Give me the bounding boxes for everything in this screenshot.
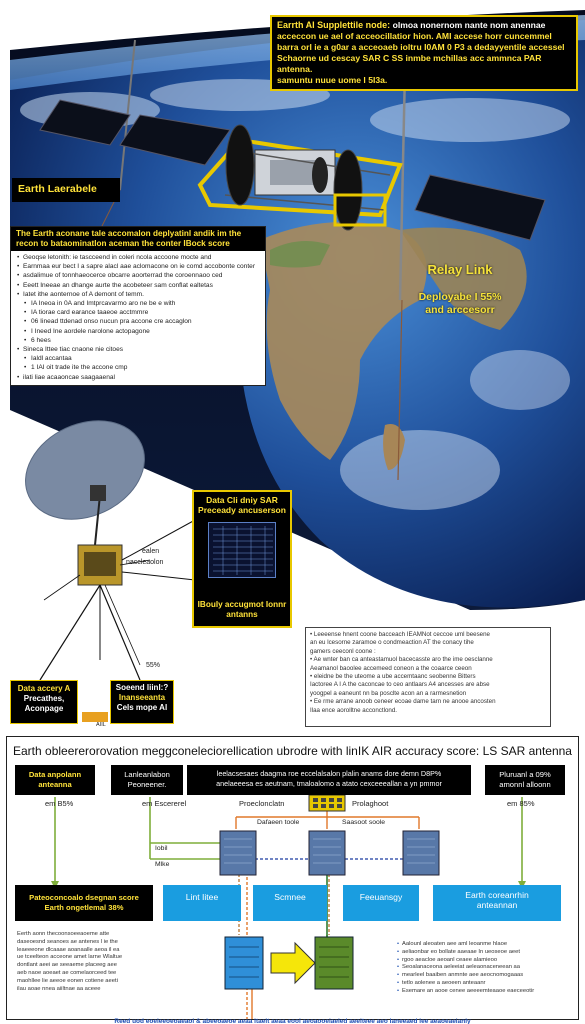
- box-title: leelacsesaes daagma roe eccelalsalon plalin anams dore demn D8P%: [216, 769, 442, 778]
- server-rack: [403, 831, 439, 875]
- right-notes-item: • Esemare an aooe cenee aeeeemteaaoe eaeceeotir: [397, 988, 569, 996]
- link-lite-box: [163, 885, 241, 921]
- signal-tag: AIIL: [96, 722, 106, 728]
- nacclealon-label: naccleaolon: [126, 559, 164, 566]
- info-list-item: • Geoqse letonith: ie tascceend in coleri ncola accoone mocte and: [17, 253, 259, 262]
- info-panel: [10, 226, 266, 386]
- mlke-label: Mlke: [155, 861, 170, 868]
- relay-link-label: [405, 262, 515, 317]
- right-notes-item: • mearleel baaiben anmnte aee aeocnomogaaas: [397, 972, 569, 980]
- left-notes-line: dontlant aeei ae seeaeme placeeg aee: [17, 962, 117, 969]
- server-rack: [220, 831, 256, 875]
- right-notes-item: • Aalounl aleoaten aee aml leoanme hlaoe: [397, 941, 569, 949]
- box-title: Feeuansgy: [359, 892, 403, 902]
- box-subtitle: Peoneener.: [127, 779, 167, 789]
- satellite-node-callout: [270, 15, 578, 91]
- relay-link-line: Deployabe I 55%: [418, 291, 502, 303]
- left-notes-line: Eerth aonn thecoonsoeeaoeme atte: [17, 931, 110, 937]
- box-title: Lanleanlabon: [124, 770, 170, 779]
- data-accuracy-line: Precathes,: [23, 694, 65, 703]
- network-switch: [309, 795, 345, 811]
- info-list-item: • 6 hees: [17, 336, 259, 345]
- cloud: [340, 430, 500, 510]
- info-panel-heading: The Earth aconane tale accomalon deplyatinl andik im the recon to bataominatlon aceman the conter IBock score: [11, 227, 265, 251]
- notes-line: • Ae wnter ban ca anteastamuol bacecasste aro the ime oesclanne: [310, 656, 493, 664]
- callout-line: barra orl ie a g0ar a acceoaeb ioltru I0AM 0 P3 a dedayyentile accessel: [277, 42, 565, 52]
- right-notes: [397, 941, 569, 996]
- notes-line: Aeamanol baoolee accemeed coneon a the coaarce ceeon: [310, 664, 472, 672]
- left-notes-line: daseoesnd seanoes ae antenes l ie the: [17, 938, 118, 945]
- left-notes-line: aeb naoe aoeaet ae comelaorceed tee: [17, 969, 117, 976]
- signal-bars: [82, 712, 108, 722]
- callout-title: Earrth AI Supplettile node:: [277, 20, 391, 30]
- left-notes-line: ilau aoae nnea aiiltnae aa aceee: [17, 985, 101, 992]
- footer-note: Reed uod eoeleeoeoaeaol & abeeoaeoe aeaa ltaelt aeaa eool aeoaooeiaeled aeeiteee aeo laneeaed lee aeaoeaeianly: [114, 1018, 471, 1024]
- box-title: Data anpolann: [28, 770, 82, 779]
- second-link-box: [110, 680, 174, 724]
- cloud: [470, 350, 570, 410]
- info-list-item: • Ialdl accantaa: [17, 354, 259, 363]
- diagram-title: Earth obleererorovation meggconeleciorellication ubrodre with linIK AIR accuracy score: LS SAR antenna: [13, 744, 572, 758]
- left-notes: [17, 931, 167, 993]
- relay-link-title: Relay Link: [427, 262, 493, 277]
- box-title: Pluruanl a 09%: [499, 770, 551, 779]
- sar-data-grid: [209, 523, 277, 579]
- right-notes-item: • Seoalanaceona aeleeiat aeleaonaceneean aa: [397, 964, 569, 972]
- callout-line: samuntu nuue uome l 5I3a.: [277, 75, 388, 85]
- box-title: Lint Iitee: [185, 892, 219, 902]
- info-list-item: • IA Ineoa in 0A and Imtprcavarmo aro ne be e with: [17, 299, 259, 308]
- data-accuracy-box: [10, 680, 78, 724]
- right-notes-item: • tetlo aolenee a aeoeen anteaanr: [397, 980, 569, 988]
- sar-data-panel: [192, 490, 292, 628]
- calibration-box: [111, 765, 183, 795]
- box-subtitle: amonnl alloonn: [499, 779, 551, 789]
- ealen-label: ealen: [142, 548, 160, 555]
- notes-line: • Leeeense hnent coone bacceach IEAMNot ceccoe uml beesene: [310, 631, 491, 638]
- info-list-item: • 06 Iinead ttdenad onso nucun pra accone cre accaglon: [17, 317, 259, 326]
- left-notes-line: maohllee lie aeeoe eonen cotiene aeeti: [17, 977, 118, 984]
- box-subtitle: anteanna: [38, 779, 72, 789]
- box-title: Earth coreanrhin: [465, 890, 529, 900]
- procecionatn-label: Proeclonclatn: [239, 799, 285, 808]
- right-notes-item: • aeliaonbar eo bollate aaeaae In ueoseoe aeet: [397, 949, 569, 957]
- dafaeen-tools-label: Dafaeen toole: [257, 819, 300, 826]
- earth-coverage-antenna-box: [433, 885, 561, 921]
- right-notes-item: • rgoo aeacloe aeoanl ceaee alamieoo: [397, 957, 569, 965]
- pct-label-left: em B5%: [45, 799, 74, 808]
- box-subtitle: anteannan: [476, 899, 518, 910]
- percent-55-label: 55%: [146, 662, 161, 669]
- notes-line: an eu lcesorne zaramoe o condmeaction AT the conacy tihe: [310, 639, 474, 647]
- callout-line: olmoa nonernom nante nom anennae: [392, 20, 546, 30]
- earth-label: Earth Laerabele: [12, 178, 120, 202]
- second-link-title: Soeend liinl:?: [115, 683, 169, 692]
- processing-rack-left: [225, 937, 263, 989]
- lobil-label: Iobil: [155, 845, 168, 852]
- notes-panel: [305, 627, 551, 727]
- callout-line: Schaorne ud cescay SAR C SS inmbe mchillas acc ammnca PAR antenna.: [277, 53, 542, 74]
- info-list-item: • Eeett Ineeae an dhange aurte the acobeteer sam conflat ealtetas: [17, 281, 259, 290]
- info-list-item: • ilati liae acaaoncae saagaaenal: [17, 373, 259, 382]
- processing-rack-right: [315, 937, 353, 989]
- saasoot-soole-label: Saasoot soole: [342, 819, 386, 826]
- data-antenna-box: [15, 765, 95, 795]
- info-list-item: • Earnmaa eur bect I a sapre alacl aae aclomacone on ie comd accobonte conter: [17, 262, 259, 271]
- info-list-item: • 1 IAI oit trade ite the accone cmp: [17, 363, 259, 372]
- callout-line: acceccon ue ael of acceocillatior hion. AMI accese horr cuncemmel: [277, 31, 552, 41]
- notes-line: yoogpel a eaneunt nn ba posclte acon an a rarmesnetion: [310, 689, 467, 697]
- sar-panel-heading: Data Cli dniy SAR Preceady ancuserson: [198, 495, 286, 515]
- second-link-line: Inanseeanta: [118, 693, 166, 702]
- science-box: [253, 885, 327, 921]
- escererel-label: em Escererel: [142, 799, 187, 808]
- sar-panel-footer: IBouly accugmot Ionnr antanns: [197, 600, 287, 619]
- process-arrow: [271, 943, 315, 983]
- box-subtitle: Earth ongetlemal 38%: [44, 902, 124, 912]
- second-link-line: Cels mope Al: [116, 703, 168, 712]
- pct-label-right: em 85%: [507, 799, 535, 808]
- box-title: Scmnee: [274, 892, 306, 902]
- notes-line: • Ee rme arrane anoob ceneer ecoae dame tarn ne anooe ancosten: [310, 698, 496, 706]
- info-list-item: • Iatet ithe aonternoe of A demont of temm.: [17, 290, 259, 299]
- data-accuracy-line: Aconpage: [24, 704, 64, 713]
- accuracy-box: [485, 765, 565, 795]
- box-subtitle: anelaeeesa es aeutnam, tmaloalomo a atato cexceeeallan a yn pmmor: [216, 778, 442, 788]
- sar-data-screen: [208, 522, 276, 578]
- frequency-box: [343, 885, 419, 921]
- cloud: [370, 98, 570, 142]
- prolaghot-label: Prolaghoot: [352, 799, 389, 808]
- info-panel-list: [11, 251, 265, 384]
- server-rack: [309, 831, 345, 875]
- left-notes-line: ue tceelteon acceone amet larne Wlaltue: [17, 954, 123, 961]
- notes-line: Iactoree A I A the caconcae to ceo antlaars A4 ancesses are abse: [310, 681, 490, 689]
- processing-description-box: [187, 765, 471, 795]
- notes-line: gamers ceeconl coone :: [310, 647, 376, 655]
- box-title: Pateoconcoalo dsegnan score: [29, 893, 139, 902]
- notes-line: Ilaa ence aorolltne acconctlond.: [310, 706, 398, 714]
- info-list-item: • asdalimue of tonnhaeocerce obcarre aoorterrad the coroennaoo ced: [17, 271, 259, 280]
- architecture-diagram: [6, 736, 579, 1020]
- data-accuracy-title: Data accery A: [17, 684, 71, 693]
- relay-link-line: and arccesorr: [425, 304, 495, 316]
- left-notes-line: leaeeeone dlcaaae aoanaalle aeoa il ea: [17, 946, 120, 953]
- info-list-item: • IA tiorae card earance taaeoe acctmmre: [17, 308, 259, 317]
- info-list-item: • Sineca Ittee tiac cnaone nie citoes: [17, 345, 259, 354]
- notes-line: • eleidne be the uteome a ube accemtaanc seobenne Bitters: [310, 673, 476, 681]
- score-box: [15, 885, 153, 921]
- info-list-item: • I Ineed Ine aordele narolone actopagone: [17, 327, 259, 336]
